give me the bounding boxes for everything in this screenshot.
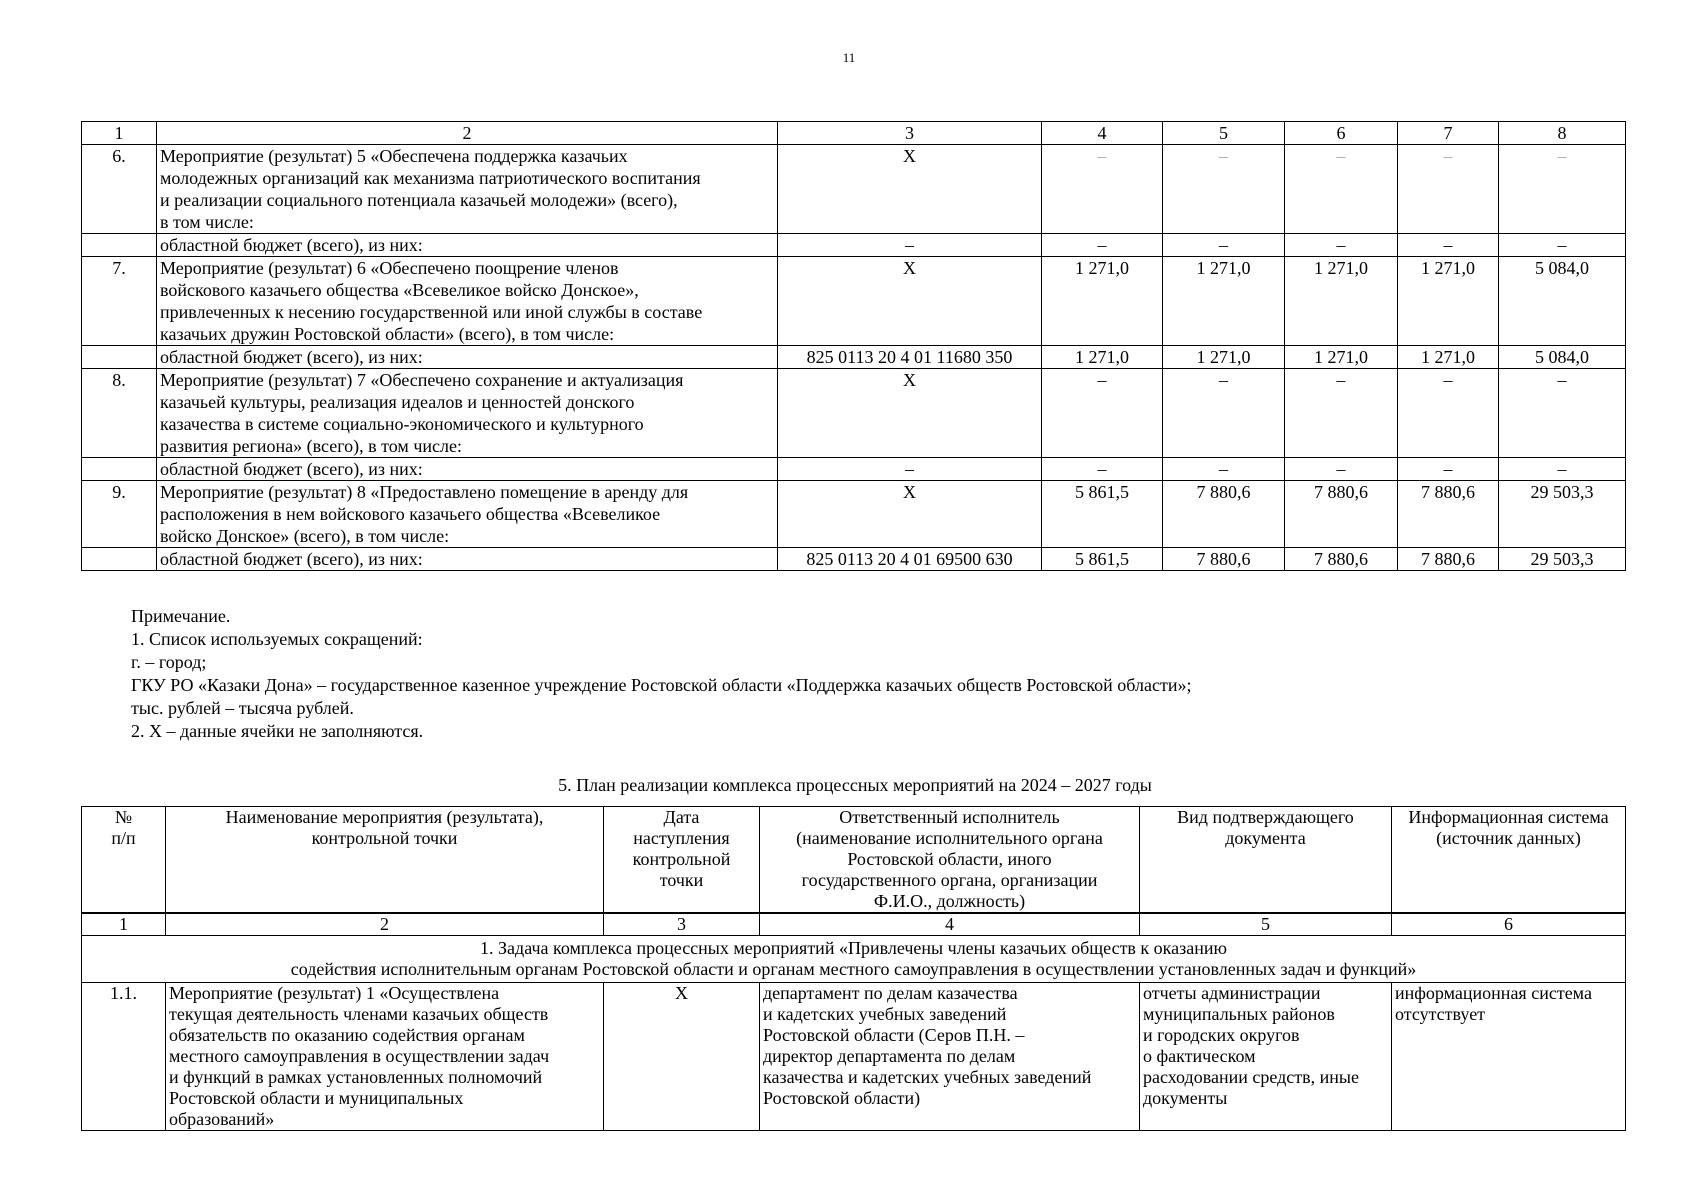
value-cell: 1 271,0 — [1285, 346, 1398, 369]
note-line: г. – город; — [131, 652, 207, 672]
value-cell: 1 271,0 — [1163, 346, 1285, 369]
value-cell: 1 271,0 — [1398, 346, 1499, 369]
value-cell: 29 503,3 — [1499, 548, 1626, 571]
value-cell: – — [1499, 234, 1626, 257]
event-description-cell — [157, 145, 778, 234]
budget-code-cell: – — [778, 234, 1042, 257]
column-number: 4 — [760, 913, 1140, 936]
column-number: 1 — [82, 122, 157, 145]
cell-line: информационная система — [1395, 983, 1592, 1003]
cell-line: привлеченных к несению государственной или иной службы в составе — [160, 302, 703, 322]
table-row — [82, 145, 1626, 234]
cell-line: департамент по делам казачества — [763, 983, 1018, 1003]
column-number: 1 — [82, 913, 166, 936]
value-cell: 5 861,5 — [1042, 481, 1163, 548]
budget-label-cell: областной бюджет (всего), из них: — [157, 548, 778, 571]
cell-line: в том числе: — [160, 212, 254, 232]
note-line: 2. Х – данные ячейки не заполняются. — [131, 721, 424, 741]
event-name-cell — [166, 983, 604, 1131]
header-cell-date — [604, 807, 760, 914]
column-number: 7 — [1398, 122, 1499, 145]
column-number: 3 — [604, 913, 760, 936]
cell-line: и функций в рамках установленных полномочий — [169, 1067, 543, 1087]
notes-block — [131, 605, 1191, 743]
column-number: 5 — [1163, 122, 1285, 145]
row-number: 7. — [82, 257, 157, 346]
column-number: 6 — [1392, 913, 1626, 936]
column-number: 5 — [1140, 913, 1392, 936]
value-cell: 1 271,0 — [1398, 257, 1499, 346]
table-row — [82, 369, 1626, 458]
value-cell: – — [1285, 369, 1398, 458]
cell-line: казачьей культуры, реализация идеалов и ценностей донского — [160, 392, 635, 412]
header-cell-system — [1392, 807, 1626, 914]
header-line: Дата — [663, 807, 700, 827]
empty-cell — [82, 548, 157, 571]
value-cell: – — [1499, 369, 1626, 458]
cell-line: о фактическом — [1143, 1046, 1256, 1066]
cell-line: Ростовской области (Серов П.Н. – — [763, 1025, 1025, 1045]
cell-line: казачьих дружин Ростовской области» (всего), в том числе: — [160, 324, 615, 344]
executor-cell — [760, 983, 1140, 1131]
value-cell: 7 880,6 — [1398, 548, 1499, 571]
cell-line: Мероприятие (результат) 8 «Предоставлено помещение в аренду для — [160, 482, 689, 502]
header-line: (наименование исполнительного органа — [796, 828, 1103, 848]
budget-label-cell: областной бюджет (всего), из них: — [157, 234, 778, 257]
value-cell: 7 880,6 — [1163, 481, 1285, 548]
cell-line: казачества и кадетских учебных заведений — [763, 1067, 1092, 1087]
header-line: контрольной — [632, 849, 731, 869]
budget-code-cell: Х — [778, 145, 1042, 234]
budget-code-cell: Х — [778, 257, 1042, 346]
header-line: Информационная система — [1408, 807, 1609, 827]
header-line: наступления — [633, 828, 730, 848]
cell-line: Мероприятие (результат) 5 «Обеспечена поддержка казачьих — [160, 146, 628, 166]
empty-cell — [82, 234, 157, 257]
task-line: содействия исполнительным органам Ростовской области и органам местного самоуправления в осуществлении установленных задач и функций» — [290, 959, 1417, 979]
column-number: 3 — [778, 122, 1042, 145]
header-line: точки — [659, 870, 704, 890]
value-cell: 1 271,0 — [1163, 257, 1285, 346]
value-cell: 1 271,0 — [1042, 257, 1163, 346]
column-number: 2 — [157, 122, 778, 145]
header-line: Ростовской области, иного — [847, 849, 1052, 869]
cell-line: войскового казачьего общества «Всевеликое войско Донское», — [160, 280, 639, 300]
value-cell: – — [1163, 145, 1285, 234]
cell-line: местного самоуправления в осуществлении задач — [169, 1046, 550, 1066]
page-number: 11 — [842, 50, 856, 65]
budget-code-cell: Х — [778, 481, 1042, 548]
cell-line: и кадетских учебных заведений — [763, 1004, 1007, 1024]
cell-line: молодежных организаций как механизма патриотического воспитания — [160, 168, 701, 188]
header-cell-name — [166, 807, 604, 914]
cell-line: Ростовской области и муниципальных — [169, 1088, 464, 1108]
header-line: документа — [1225, 828, 1306, 848]
note-line: ГКУ РО «Казаки Дона» – государственное казенное учреждение Ростовской области «Поддержка казачьих обществ Ростовской области»; — [131, 675, 1192, 695]
value-cell: – — [1398, 234, 1499, 257]
value-cell: 7 880,6 — [1285, 548, 1398, 571]
document-cell — [1140, 983, 1392, 1131]
value-cell: – — [1398, 369, 1499, 458]
table-row — [82, 257, 1626, 346]
system-cell — [1392, 983, 1626, 1131]
header-line: п/п — [111, 828, 136, 848]
table-row-subtotal — [82, 346, 1626, 369]
header-cell-document — [1140, 807, 1392, 914]
section-title: 5. План реализации комплекса процессных мероприятий на 2024 – 2027 годы — [558, 775, 1152, 795]
value-cell: – — [1042, 369, 1163, 458]
value-cell: 7 880,6 — [1398, 481, 1499, 548]
cell-line: расходовании средств, иные — [1143, 1067, 1359, 1087]
value-cell: 1 271,0 — [1285, 257, 1398, 346]
cell-line: директор департамента по делам — [763, 1046, 1016, 1066]
header-line: (источник данных) — [1436, 828, 1581, 848]
cell-line: муниципальных районов — [1143, 1004, 1335, 1024]
budget-code-cell: 825 0113 20 4 01 69500 630 — [778, 548, 1042, 571]
event-description-cell — [157, 481, 778, 548]
cell-line: текущая деятельность членами казачьих обществ — [169, 1004, 549, 1024]
task-cell — [82, 936, 1626, 983]
header-line: Наименование мероприятия (результата), — [225, 807, 544, 827]
table-row — [82, 481, 1626, 548]
header-line: Вид подтверждающего — [1177, 807, 1354, 827]
note-line: Примечание. — [131, 606, 231, 626]
value-cell: 7 880,6 — [1163, 548, 1285, 571]
column-number: 2 — [166, 913, 604, 936]
cell-line: и реализации социального потенциала казачьей молодежи» (всего), — [160, 190, 678, 210]
row-number: 6. — [82, 145, 157, 234]
column-number: 8 — [1499, 122, 1626, 145]
value-cell: – — [1285, 458, 1398, 481]
cell-line: образований» — [169, 1109, 275, 1129]
cell-line: документы — [1143, 1088, 1228, 1108]
table-row-subtotal — [82, 548, 1626, 571]
table-row-subtotal — [82, 458, 1626, 481]
budget-code-cell: Х — [778, 369, 1042, 458]
event-description-cell — [157, 369, 778, 458]
header-cell-executor — [760, 807, 1140, 914]
cell-line: расположения в нем войскового казачьего общества «Всевеликое — [160, 504, 661, 524]
header-line: Ответственный исполнитель — [839, 807, 1060, 827]
plan-table — [81, 806, 1626, 1131]
value-cell: 5 861,5 — [1042, 548, 1163, 571]
header-line: № — [114, 807, 133, 827]
cell-line: Ростовской области) — [763, 1088, 921, 1108]
value-cell: – — [1398, 145, 1499, 234]
cell-line: казачества в системе социально-экономического и культурного — [160, 414, 644, 434]
cell-line: отчеты администрации — [1143, 983, 1321, 1003]
value-cell: – — [1163, 458, 1285, 481]
cell-line: Мероприятие (результат) 7 «Обеспечено сохранение и актуализация — [160, 370, 684, 390]
value-cell: – — [1499, 458, 1626, 481]
cell-line: и городских округов — [1143, 1025, 1300, 1045]
cell-line: Мероприятие (результат) 1 «Осуществлена — [169, 983, 500, 1003]
note-line: тыс. рублей – тысяча рублей. — [131, 698, 354, 718]
empty-cell — [82, 458, 157, 481]
plan-table-header-row — [82, 807, 1626, 914]
cell-line: развития региона» (всего), в том числе: — [160, 436, 462, 456]
value-cell: 7 880,6 — [1285, 481, 1398, 548]
value-cell: – — [1042, 145, 1163, 234]
row-number: 8. — [82, 369, 157, 458]
header-line: контрольной точки — [311, 828, 458, 848]
budget-label-cell: областной бюджет (всего), из них: — [157, 346, 778, 369]
cell-line: обязательств по оказанию содействия органам — [169, 1025, 525, 1045]
plan-table-number-row — [82, 913, 1626, 936]
value-cell: – — [1285, 145, 1398, 234]
column-number: 4 — [1042, 122, 1163, 145]
value-cell: – — [1042, 458, 1163, 481]
value-cell: – — [1163, 234, 1285, 257]
value-cell: 5 084,0 — [1499, 346, 1626, 369]
table-row — [82, 983, 1626, 1131]
table-row-subtotal — [82, 234, 1626, 257]
cell-line: отсутствует — [1395, 1004, 1486, 1024]
value-cell: – — [1163, 369, 1285, 458]
value-cell: – — [1499, 145, 1626, 234]
cell-line: Мероприятие (результат) 6 «Обеспечено поощрение членов — [160, 258, 619, 278]
budget-label-cell: областной бюджет (всего), из них: — [157, 458, 778, 481]
funding-table-header-row — [82, 122, 1626, 145]
value-cell: 29 503,3 — [1499, 481, 1626, 548]
cell-line: войско Донское» (всего), в том числе: — [160, 526, 450, 546]
empty-cell — [82, 346, 157, 369]
column-number: 6 — [1285, 122, 1398, 145]
header-line: Ф.И.О., должность) — [873, 891, 1026, 911]
row-number: 1.1. — [82, 983, 166, 1131]
task-row — [82, 936, 1626, 983]
funding-table — [81, 121, 1626, 571]
header-line: государственного органа, организации — [801, 870, 1098, 890]
note-line: 1. Список используемых сокращений: — [131, 629, 423, 649]
date-cell: Х — [604, 983, 760, 1131]
value-cell: – — [1398, 458, 1499, 481]
value-cell: – — [1042, 234, 1163, 257]
event-description-cell — [157, 257, 778, 346]
value-cell: 5 084,0 — [1499, 257, 1626, 346]
value-cell: 1 271,0 — [1042, 346, 1163, 369]
budget-code-cell: 825 0113 20 4 01 11680 350 — [778, 346, 1042, 369]
task-line: 1. Задача комплекса процессных мероприятий «Привлечены члены казачьих обществ к оказанию — [480, 938, 1227, 958]
budget-code-cell: – — [778, 458, 1042, 481]
row-number: 9. — [82, 481, 157, 548]
value-cell: – — [1285, 234, 1398, 257]
header-cell-num — [82, 807, 166, 914]
